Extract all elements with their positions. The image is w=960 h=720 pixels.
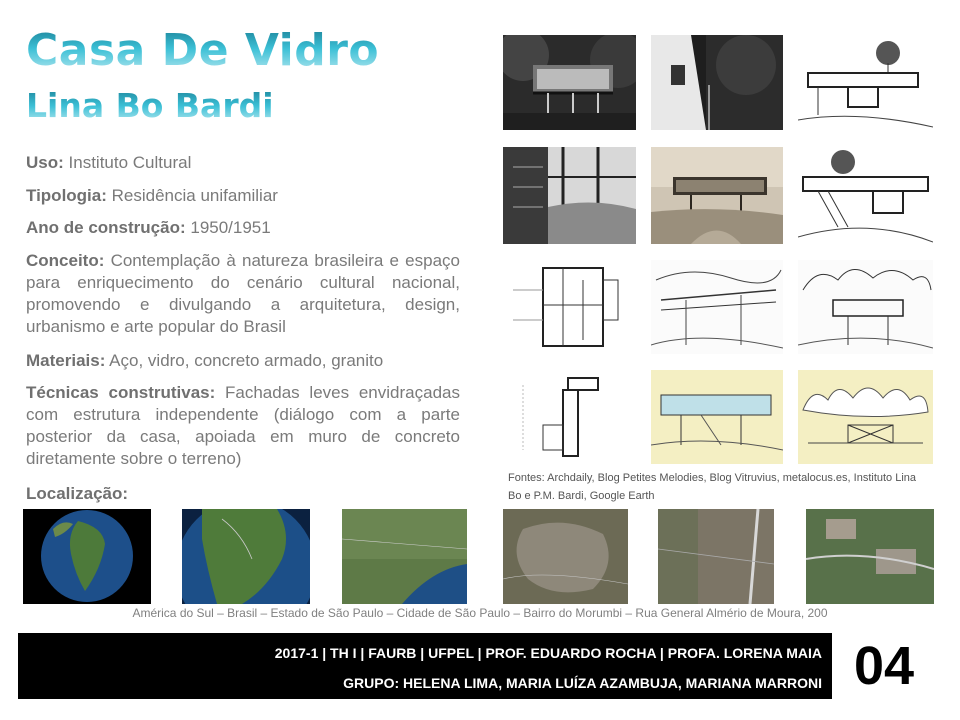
info-label: Técnicas construtivas:	[26, 383, 216, 402]
satellite-map-sao-paulo-state	[342, 509, 467, 604]
info-uso	[26, 152, 460, 174]
info-label: Materiais:	[26, 351, 106, 370]
satellite-map-sao-paulo-city	[503, 509, 628, 604]
footer-bar	[18, 633, 832, 699]
info-label: Ano de construção:	[26, 218, 186, 237]
satellite-map-brazil	[182, 509, 310, 604]
info-value: Fachadas leves envidraçadas com estrutura independente (diálogo com a parte posterior da casa, apoiada em muro de concreto diretamente sobre o terreno)	[26, 383, 460, 468]
colored-sketch-2	[798, 370, 933, 464]
vintage-exterior-photo	[651, 147, 783, 244]
colored-sketch-1	[651, 370, 783, 464]
section-drawing-1	[798, 35, 933, 130]
info-value: Contemplação à natureza brasileira e espaço para enriquecimento do cenário cultural nacional, promovendo e divulgando a arquitetura, design, urbanismo e arte popular do Brasil	[26, 251, 460, 336]
info-label: Tipologia:	[26, 186, 107, 205]
info-tipologia	[26, 185, 460, 207]
sketch-1	[651, 260, 783, 354]
floor-plan-1	[503, 260, 636, 354]
info-materiais	[26, 350, 460, 372]
page-subtitle: Lina Bo Bardi	[26, 86, 274, 125]
info-label: Uso:	[26, 153, 64, 172]
footer-group-info: GRUPO: HELENA LIMA, MARIA LUÍZA AZAMBUJA, MARIANA MARRONI	[343, 675, 822, 691]
facade-photo-bw	[651, 35, 783, 130]
info-value: Instituto Cultural	[68, 153, 192, 172]
info-tecnicas	[26, 382, 460, 470]
satellite-map-south-america	[23, 509, 151, 604]
info-conceito	[26, 250, 460, 338]
sketch-2	[798, 260, 933, 354]
footer-course-info: 2017-1 | TH I | FAURB | UFPEL | PROF. EDUARDO ROCHA | PROFA. LORENA MAIA	[274, 645, 822, 661]
satellite-map-street	[806, 509, 934, 604]
sources-text: Fontes: Archdaily, Blog Petites Melodies, Blog Vitruvius, metalocus.es, Instituto Lina Bo e P.M. Bardi, Google Earth	[508, 472, 917, 502]
interior-photo-bw	[503, 147, 636, 244]
page-title: Casa De Vidro	[26, 25, 380, 76]
info-value: Residência unifamiliar	[111, 186, 278, 205]
info-value: 1950/1951	[190, 218, 271, 237]
location-caption: América do Sul – Brasil – Estado de São Paulo – Cidade de São Paulo – Bairro do Morumbi – Rua General Almério de Moura, 200	[132, 606, 828, 620]
info-label: Conceito:	[26, 251, 105, 270]
info-ano	[26, 217, 460, 239]
page-number: 04	[854, 636, 915, 696]
floor-plan-2	[503, 370, 636, 464]
location-label: Localização:	[26, 484, 129, 503]
info-value: Aço, vidro, concreto armado, granito	[109, 351, 384, 370]
exterior-photo-bw	[503, 35, 636, 130]
section-drawing-2	[798, 147, 933, 244]
satellite-map-morumbi	[658, 509, 774, 604]
